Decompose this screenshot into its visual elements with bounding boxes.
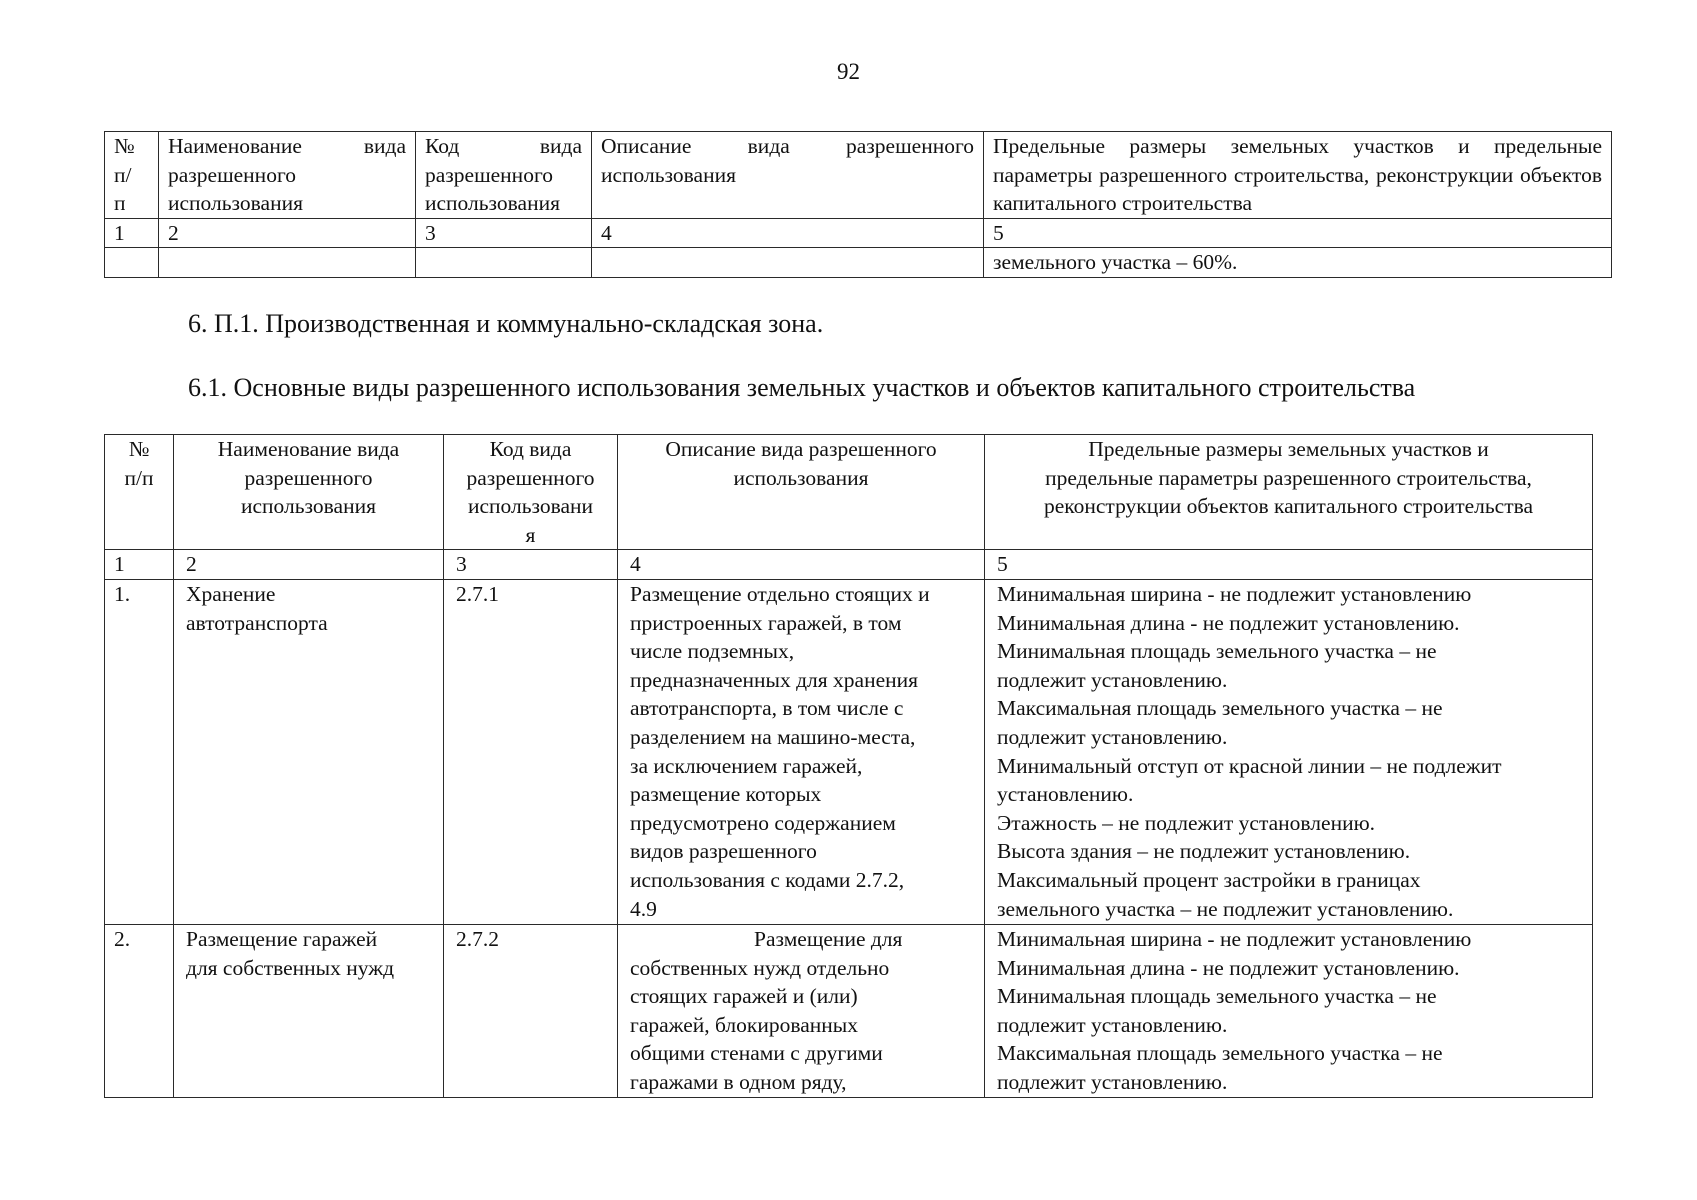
header-line: Предельные размеры земельных участков и xyxy=(1088,437,1489,461)
header-cell-limits xyxy=(985,435,1593,550)
text-line: собственных нужд отдельно xyxy=(630,955,890,980)
column-number: 3 xyxy=(416,218,592,248)
header-line: использования xyxy=(733,465,869,490)
text-line: числе подземных, xyxy=(630,639,795,664)
header-line: разрешенного xyxy=(425,162,553,187)
text-line: автотранспорта xyxy=(186,610,328,635)
text-line: Минимальная площадь земельного участка – не xyxy=(997,639,1437,664)
column-number: 4 xyxy=(592,218,984,248)
header-line: использования xyxy=(168,191,303,216)
text-line: видов разрешенного xyxy=(630,839,817,864)
use-name xyxy=(174,924,444,1097)
text-line: 4.9 xyxy=(630,896,657,921)
continuation-text: земельного участка – 60%. xyxy=(984,248,1612,278)
use-code: 2.7.2 xyxy=(444,924,618,1097)
column-number-row xyxy=(105,218,1612,248)
header-line: № xyxy=(128,437,150,461)
header-cell-limits: Предельные размеры земельных участков и предельные параметры разрешенного строительства, реконструкции объектов капитального строительства xyxy=(984,132,1612,219)
use-limits xyxy=(985,924,1593,1097)
table-row xyxy=(105,579,1593,924)
text-line: Размещение для xyxy=(754,926,903,951)
text-line: Размещение отдельно стоящих и xyxy=(630,581,930,606)
text-line: Минимальная длина - не подлежит установлению. xyxy=(997,955,1460,980)
row-number: 2. xyxy=(105,924,174,1097)
text-line: Хранение xyxy=(186,581,276,606)
text-line: предназначенных для хранения xyxy=(630,667,919,692)
column-number: 2 xyxy=(174,550,444,580)
column-number: 1 xyxy=(105,550,174,580)
text-line: автотранспорта, в том числе с xyxy=(630,696,904,721)
text-line: Высота здания – не подлежит установлению. xyxy=(997,839,1411,864)
text-line: пристроенных гаражей, в том xyxy=(630,610,902,635)
text-line: использования с кодами 2.7.2, xyxy=(630,867,905,892)
column-number: 1 xyxy=(105,218,159,248)
header-line: использования xyxy=(425,191,560,216)
column-number: 5 xyxy=(985,550,1593,580)
header-cell-num xyxy=(105,132,159,219)
header-cell-description xyxy=(618,435,985,550)
use-name xyxy=(174,579,444,924)
use-code: 2.7.1 xyxy=(444,579,618,924)
header-line: Описание вида разрешенного xyxy=(665,437,937,461)
use-description xyxy=(618,924,985,1097)
empty-cell xyxy=(416,248,592,278)
use-limits xyxy=(985,579,1593,924)
text-line: предусмотрено содержанием xyxy=(630,810,896,835)
header-cell-description: Описание вида разрешенного использования xyxy=(592,132,984,219)
text-line: Минимальный отступ от красной линии – не подлежит xyxy=(997,753,1502,778)
previous-page-table xyxy=(104,131,1612,278)
zone-heading: 6. П.1. Производственная и коммунально-складская зона. xyxy=(188,309,824,338)
header-line: я xyxy=(525,522,536,547)
text-line: земельного участка – не подлежит установлению. xyxy=(997,896,1454,921)
text-line: размещение которых xyxy=(630,782,822,807)
header-line: реконструкции объектов капитального строительства xyxy=(1043,494,1534,519)
permitted-use-table xyxy=(104,434,1593,1098)
text-line: за исключением гаражей, xyxy=(630,753,863,778)
text-line: Минимальная ширина - не подлежит установлению xyxy=(997,581,1472,606)
header-line: Код вида xyxy=(425,134,582,158)
text-line: общими стенами с другими xyxy=(630,1041,883,1066)
header-cell-name xyxy=(159,132,416,219)
text-line: Максимальная площадь земельного участка – не xyxy=(997,696,1443,721)
text-line: стоящих гаражей и (или) xyxy=(630,984,858,1009)
column-number-row xyxy=(105,550,1593,580)
text-line: разделением на машино-места, xyxy=(630,724,916,749)
header-line: использовани xyxy=(467,494,594,519)
header-line: Наименование вида xyxy=(217,437,400,461)
header-line: разрешенного xyxy=(244,465,373,490)
column-number: 4 xyxy=(618,550,985,580)
section-heading: 6.1. Основные виды разрешенного использования земельных участков и объектов капитального строительства xyxy=(188,373,1416,402)
header-cell-num xyxy=(105,435,174,550)
column-number: 5 xyxy=(984,218,1612,248)
text-line: гаражей, блокированных xyxy=(630,1012,858,1037)
text-line: Минимальная длина - не подлежит установлению. xyxy=(997,610,1460,635)
page-number: 92 xyxy=(837,59,860,84)
header-line: № xyxy=(114,134,135,158)
column-number: 3 xyxy=(444,550,618,580)
table-header-row xyxy=(105,132,1612,219)
text-line: гаражами в одном ряду, xyxy=(630,1069,847,1094)
text-line: подлежит установлению. xyxy=(997,1012,1228,1037)
text-line: Минимальная площадь земельного участка – не xyxy=(997,984,1437,1009)
header-cell-code xyxy=(416,132,592,219)
header-line: п/ xyxy=(114,162,132,187)
text-line: Максимальный процент застройки в границах xyxy=(997,867,1421,892)
text-line: для собственных нужд xyxy=(186,955,395,980)
text-line: установлению. xyxy=(997,782,1134,807)
text-line: подлежит установлению. xyxy=(997,724,1228,749)
header-line: разрешенного xyxy=(466,465,595,490)
table-row xyxy=(105,924,1593,1097)
header-line: Наименование вида xyxy=(168,134,406,158)
header-line: Код вида xyxy=(489,437,572,461)
header-line: использования xyxy=(241,494,376,519)
header-cell-code xyxy=(444,435,618,550)
empty-cell xyxy=(105,248,159,278)
table-header-row xyxy=(105,435,1593,550)
header-line: п/п xyxy=(124,465,154,490)
header-line: предельные параметры разрешенного строительства, xyxy=(1045,465,1532,490)
empty-cell xyxy=(592,248,984,278)
header-line: п xyxy=(114,191,126,216)
header-cell-name xyxy=(174,435,444,550)
text-line: Этажность – не подлежит установлению. xyxy=(997,810,1376,835)
use-description xyxy=(618,579,985,924)
text-line: подлежит установлению. xyxy=(997,1069,1228,1094)
text-line: подлежит установлению. xyxy=(997,667,1228,692)
text-line: Минимальная ширина - не подлежит установлению xyxy=(997,926,1472,951)
empty-cell xyxy=(159,248,416,278)
column-number: 2 xyxy=(159,218,416,248)
text-line: Размещение гаражей xyxy=(186,926,378,951)
table-row xyxy=(105,248,1612,278)
text-line: Максимальная площадь земельного участка – не xyxy=(997,1041,1443,1066)
header-line: разрешенного xyxy=(168,162,296,187)
row-number: 1. xyxy=(105,579,174,924)
